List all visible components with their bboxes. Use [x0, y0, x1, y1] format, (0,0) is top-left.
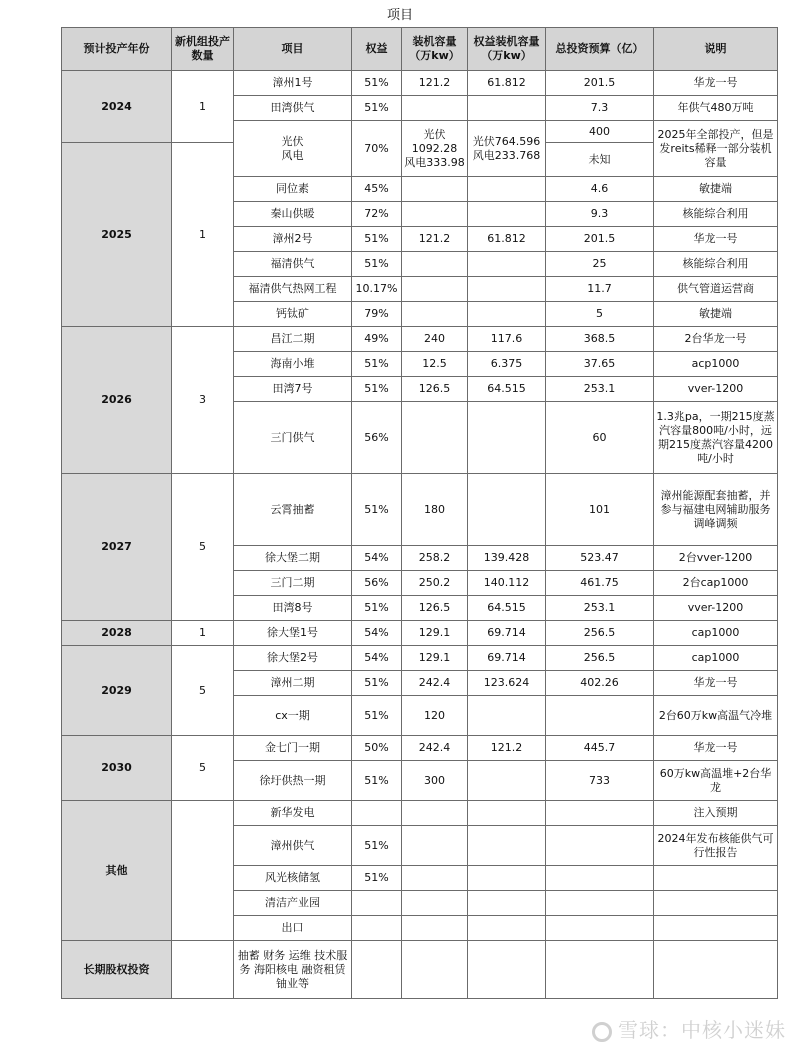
header-project: 项目 — [234, 28, 352, 71]
note-cell: 2台cap1000 — [654, 571, 778, 596]
capacity-cell — [402, 402, 468, 474]
equity-capacity-cell — [468, 277, 546, 302]
project-table — [61, 27, 778, 999]
equity-cell: 51% — [352, 474, 402, 546]
equity-cell: 56% — [352, 402, 402, 474]
project-cell: 田湾7号 — [234, 377, 352, 402]
table-row — [62, 736, 778, 761]
capacity-cell — [402, 866, 468, 891]
header-budget: 总投资预算（亿） — [546, 28, 654, 71]
equity-cell: 51% — [352, 71, 402, 96]
equity-cell: 51% — [352, 866, 402, 891]
equity-cell: 10.17% — [352, 277, 402, 302]
budget-cell: 201.5 — [546, 227, 654, 252]
budget-cell: 7.3 — [546, 96, 654, 121]
header-equity: 权益 — [352, 28, 402, 71]
note-cell — [654, 916, 778, 941]
header-capacity: 装机容量（万kw） — [402, 28, 468, 71]
equity-cell: 51% — [352, 252, 402, 277]
equity-cell: 54% — [352, 621, 402, 646]
equity-cell: 79% — [352, 302, 402, 327]
equity-capacity-cell: 139.428 — [468, 546, 546, 571]
equity-capacity-cell — [468, 96, 546, 121]
budget-cell: 11.7 — [546, 277, 654, 302]
equity-capacity-cell: 140.112 — [468, 571, 546, 596]
equity-capacity-cell: 69.714 — [468, 646, 546, 671]
header-note: 说明 — [654, 28, 778, 71]
capacity-cell: 120 — [402, 696, 468, 736]
budget-cell: 368.5 — [546, 327, 654, 352]
equity-cell: 51% — [352, 596, 402, 621]
capacity-cell: 242.4 — [402, 671, 468, 696]
equity-cell — [352, 941, 402, 999]
equity-cell: 56% — [352, 571, 402, 596]
equity-capacity-cell — [468, 866, 546, 891]
equity-capacity-cell: 光伏764.596 风电233.768 — [468, 121, 546, 177]
capacity-cell — [402, 202, 468, 227]
budget-cell: 4.6 — [546, 177, 654, 202]
equity-capacity-cell: 69.714 — [468, 621, 546, 646]
note-cell: 敏捷端 — [654, 177, 778, 202]
budget-cell — [546, 891, 654, 916]
equity-cell: 51% — [352, 761, 402, 801]
note-cell: 核能综合利用 — [654, 202, 778, 227]
project-cell: 同位素 — [234, 177, 352, 202]
equity-capacity-cell: 61.812 — [468, 227, 546, 252]
equity-cell: 54% — [352, 546, 402, 571]
equity-capacity-cell — [468, 826, 546, 866]
header-equity-capacity: 权益装机容量（万kw） — [468, 28, 546, 71]
equity-cell: 50% — [352, 736, 402, 761]
year-cell: 长期股权投资 — [62, 941, 172, 999]
watermark-text: 雪球：中核小迷妹 — [618, 1018, 786, 1042]
project-cell: 田湾供气 — [234, 96, 352, 121]
note-cell: 华龙一号 — [654, 671, 778, 696]
capacity-cell — [402, 277, 468, 302]
equity-cell: 54% — [352, 646, 402, 671]
equity-capacity-cell: 117.6 — [468, 327, 546, 352]
note-cell: 2台60万kw高温气冷堆 — [654, 696, 778, 736]
equity-capacity-cell — [468, 801, 546, 826]
budget-cell: 201.5 — [546, 71, 654, 96]
capacity-cell — [402, 941, 468, 999]
project-cell: 风光核储氢 — [234, 866, 352, 891]
note-cell: 60万kw高温堆+2台华龙 — [654, 761, 778, 801]
capacity-cell: 250.2 — [402, 571, 468, 596]
count-cell: 1 — [172, 143, 234, 327]
equity-cell: 51% — [352, 377, 402, 402]
equity-cell: 51% — [352, 671, 402, 696]
equity-cell — [352, 891, 402, 916]
budget-cell: 37.65 — [546, 352, 654, 377]
budget-cell: 25 — [546, 252, 654, 277]
note-cell: acp1000 — [654, 352, 778, 377]
project-cell: 徐大堡1号 — [234, 621, 352, 646]
equity-capacity-cell — [468, 891, 546, 916]
equity-capacity-cell: 61.812 — [468, 71, 546, 96]
equity-cell — [352, 916, 402, 941]
note-cell: 华龙一号 — [654, 227, 778, 252]
project-cell: cx一期 — [234, 696, 352, 736]
note-cell: 注入预期 — [654, 801, 778, 826]
table-row — [62, 327, 778, 352]
project-cell: 秦山供暖 — [234, 202, 352, 227]
project-cell: 云霄抽蓄 — [234, 474, 352, 546]
budget-cell: 101 — [546, 474, 654, 546]
equity-capacity-cell — [468, 177, 546, 202]
table-row — [62, 621, 778, 646]
project-cell: 清洁产业园 — [234, 891, 352, 916]
count-cell: 1 — [172, 71, 234, 143]
table-row — [62, 71, 778, 96]
note-cell — [654, 866, 778, 891]
equity-capacity-cell: 64.515 — [468, 596, 546, 621]
budget-cell: 60 — [546, 402, 654, 474]
equity-cell: 51% — [352, 696, 402, 736]
budget-cell: 445.7 — [546, 736, 654, 761]
note-cell: 核能综合利用 — [654, 252, 778, 277]
project-cell: 福清供气热网工程 — [234, 277, 352, 302]
note-cell: 供气管道运营商 — [654, 277, 778, 302]
capacity-cell: 180 — [402, 474, 468, 546]
budget-cell — [546, 826, 654, 866]
project-cell: 漳州2号 — [234, 227, 352, 252]
equity-capacity-cell: 121.2 — [468, 736, 546, 761]
capacity-cell: 光伏1092.28 风电333.98 — [402, 121, 468, 177]
project-cell: 田湾8号 — [234, 596, 352, 621]
project-cell: 海南小堆 — [234, 352, 352, 377]
header-year: 预计投产年份 — [62, 28, 172, 71]
note-cell: 华龙一号 — [654, 736, 778, 761]
capacity-cell — [402, 177, 468, 202]
count-cell: 1 — [172, 621, 234, 646]
count-cell: 3 — [172, 327, 234, 474]
table-row — [62, 474, 778, 546]
capacity-cell: 126.5 — [402, 596, 468, 621]
equity-capacity-cell — [468, 202, 546, 227]
equity-capacity-cell — [468, 696, 546, 736]
budget-cell: 9.3 — [546, 202, 654, 227]
note-cell: vver-1200 — [654, 596, 778, 621]
count-cell — [172, 941, 234, 999]
equity-capacity-cell: 64.515 — [468, 377, 546, 402]
note-cell: 1.3兆pa，一期215度蒸汽容量800吨/小时，远期215度蒸汽容量4200吨/小时 — [654, 402, 778, 474]
year-cell: 2028 — [62, 621, 172, 646]
equity-capacity-cell — [468, 941, 546, 999]
equity-cell: 49% — [352, 327, 402, 352]
project-cell: 抽蓄 财务 运维 技术服务 海阳核电 融资租赁 铀业等 — [234, 941, 352, 999]
page-title: 项目 — [386, 8, 413, 23]
equity-cell: 45% — [352, 177, 402, 202]
equity-cell: 51% — [352, 227, 402, 252]
capacity-cell: 12.5 — [402, 352, 468, 377]
equity-cell: 70% — [352, 121, 402, 177]
project-cell: 徐大堡2号 — [234, 646, 352, 671]
budget-cell — [546, 696, 654, 736]
year-cell: 其他 — [62, 801, 172, 941]
equity-capacity-cell — [468, 916, 546, 941]
table-row — [62, 941, 778, 999]
note-cell — [654, 891, 778, 916]
year-cell: 2027 — [62, 474, 172, 621]
xueqiu-logo-icon — [592, 1022, 612, 1042]
year-cell: 2025 — [62, 143, 172, 327]
note-cell: 年供气480万吨 — [654, 96, 778, 121]
project-cell: 徐大堡二期 — [234, 546, 352, 571]
equity-capacity-cell: 6.375 — [468, 352, 546, 377]
equity-cell: 72% — [352, 202, 402, 227]
project-cell: 漳州二期 — [234, 671, 352, 696]
header-row — [62, 28, 778, 71]
equity-capacity-cell — [468, 302, 546, 327]
count-cell: 5 — [172, 474, 234, 621]
capacity-cell: 129.1 — [402, 621, 468, 646]
capacity-cell: 242.4 — [402, 736, 468, 761]
capacity-cell: 300 — [402, 761, 468, 801]
project-cell: 光伏 风电 — [234, 121, 352, 177]
note-cell: vver-1200 — [654, 377, 778, 402]
budget-cell: 461.75 — [546, 571, 654, 596]
capacity-cell — [402, 801, 468, 826]
note-cell — [654, 941, 778, 999]
capacity-cell: 121.2 — [402, 227, 468, 252]
year-cell: 2030 — [62, 736, 172, 801]
note-cell: 敏捷端 — [654, 302, 778, 327]
note-cell: cap1000 — [654, 646, 778, 671]
equity-cell: 51% — [352, 96, 402, 121]
table-row — [62, 801, 778, 826]
capacity-cell — [402, 96, 468, 121]
project-cell: 漳州1号 — [234, 71, 352, 96]
note-cell: 华龙一号 — [654, 71, 778, 96]
equity-capacity-cell: 123.624 — [468, 671, 546, 696]
budget-cell — [546, 866, 654, 891]
capacity-cell: 121.2 — [402, 71, 468, 96]
year-cell: 2026 — [62, 327, 172, 474]
capacity-cell — [402, 891, 468, 916]
note-cell: 2025年全部投产，但是发reits稀释一部分装机容量 — [654, 121, 778, 177]
budget-cell: 253.1 — [546, 596, 654, 621]
note-cell: 漳州能源配套抽蓄，并参与福建电网辅助服务调峰调频 — [654, 474, 778, 546]
watermark — [592, 1014, 786, 1043]
equity-cell — [352, 801, 402, 826]
capacity-cell — [402, 916, 468, 941]
budget-cell: 402.26 — [546, 671, 654, 696]
project-cell: 出口 — [234, 916, 352, 941]
equity-cell: 51% — [352, 352, 402, 377]
count-cell: 5 — [172, 736, 234, 801]
project-cell: 漳州供气 — [234, 826, 352, 866]
budget-cell: 733 — [546, 761, 654, 801]
project-cell: 三门二期 — [234, 571, 352, 596]
note-cell: cap1000 — [654, 621, 778, 646]
project-cell: 新华发电 — [234, 801, 352, 826]
equity-capacity-cell — [468, 252, 546, 277]
note-cell: 2024年发布核能供气可行性报告 — [654, 826, 778, 866]
capacity-cell: 258.2 — [402, 546, 468, 571]
table-row — [62, 646, 778, 671]
note-cell: 2台华龙一号 — [654, 327, 778, 352]
count-cell — [172, 801, 234, 941]
equity-capacity-cell — [468, 761, 546, 801]
project-cell: 金七门一期 — [234, 736, 352, 761]
capacity-cell — [402, 302, 468, 327]
count-cell: 5 — [172, 646, 234, 736]
budget-cell — [546, 916, 654, 941]
budget-cell — [546, 941, 654, 999]
year-cell: 2024 — [62, 71, 172, 143]
budget-cell: 253.1 — [546, 377, 654, 402]
project-cell: 昌江二期 — [234, 327, 352, 352]
budget-cell — [546, 801, 654, 826]
capacity-cell — [402, 252, 468, 277]
budget-cell: 523.47 — [546, 546, 654, 571]
project-cell: 钙钛矿 — [234, 302, 352, 327]
equity-capacity-cell — [468, 474, 546, 546]
budget-cell: 400 — [546, 121, 654, 143]
capacity-cell: 126.5 — [402, 377, 468, 402]
capacity-cell: 240 — [402, 327, 468, 352]
project-cell: 徐圩供热一期 — [234, 761, 352, 801]
equity-cell: 51% — [352, 826, 402, 866]
budget-cell: 5 — [546, 302, 654, 327]
budget-cell: 256.5 — [546, 621, 654, 646]
budget-cell: 256.5 — [546, 646, 654, 671]
project-cell: 三门供气 — [234, 402, 352, 474]
note-cell: 2台vver-1200 — [654, 546, 778, 571]
project-cell: 福清供气 — [234, 252, 352, 277]
budget-cell: 未知 — [546, 143, 654, 177]
capacity-cell: 129.1 — [402, 646, 468, 671]
equity-capacity-cell — [468, 402, 546, 474]
capacity-cell — [402, 826, 468, 866]
header-count: 新机组投产数量 — [172, 28, 234, 71]
year-cell: 2029 — [62, 646, 172, 736]
